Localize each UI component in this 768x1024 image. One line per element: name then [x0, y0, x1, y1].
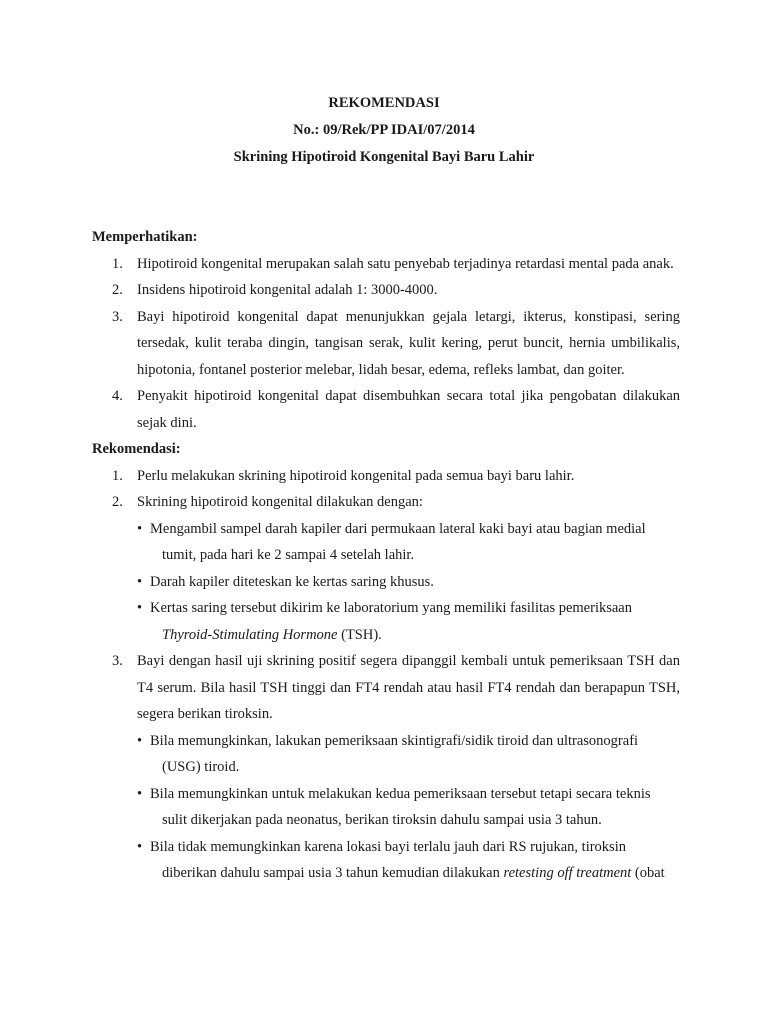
bullet-text: Kertas saring tersebut dikirim ke laboratorium yang memiliki fasilitas pemeriksaan: [150, 600, 632, 616]
rekomendasi-list-cont: [92, 648, 680, 728]
bullet-text-tail: (obat: [631, 865, 665, 881]
memperhatikan-list: [92, 251, 680, 437]
bullet-icon: •: [137, 520, 143, 537]
bullet-text-cont: (TSH).: [337, 626, 382, 643]
bullet-text-cont: tumit, pada hari ke 2 sampai 4 setelah lahir.: [162, 547, 415, 563]
bullet-item: [92, 834, 680, 887]
item-text: Bayi dengan hasil uji skrining positif segera dipanggil kembali untuk pemeriksaan TSH dan T4 serum. Bila hasil TSH tinggi dan FT4 rendah atau hasil FT4 rendah dan berapapun TSH, segera berikan tiroksin.: [137, 653, 680, 722]
item-number: 1.: [112, 255, 123, 272]
item-text: Insidens hipotiroid kongenital adalah 1: 3000-4000.: [137, 282, 438, 298]
rekomendasi-list: [92, 463, 680, 516]
bullet-item: [92, 516, 680, 569]
item-number: 3.: [112, 653, 123, 669]
list-item: [92, 383, 680, 436]
bullet-text: Darah kapiler diteteskan ke kertas saring khusus.: [150, 573, 434, 590]
section-title-rekomendasi: Rekomendasi:: [92, 441, 181, 457]
item-text: Perlu melakukan skrining hipotiroid kongenital pada semua bayi baru lahir.: [137, 467, 575, 484]
bullet-text-cont: sulit dikerjakan pada neonatus, berikan tiroksin dahulu sampai usia 3 tahun.: [162, 812, 602, 828]
bullet-text: Mengambil sampel darah kapiler dari permukaan lateral kaki bayi atau bagian medial: [150, 520, 646, 537]
bullet-icon: •: [137, 838, 143, 855]
term-italic: Thyroid-Stimulating Hormone: [162, 626, 338, 643]
term-italic: retesting off treatment: [503, 865, 632, 881]
document-subject: Skrining Hipotiroid Kongenital Bayi Baru Lahir: [233, 149, 535, 165]
list-item: [92, 304, 680, 384]
section-title-memperhatikan: Memperhatikan:: [92, 229, 198, 245]
bullet-item: [92, 728, 680, 781]
list-item: [92, 489, 680, 516]
bullet-icon: •: [137, 732, 143, 749]
item-number: 2.: [112, 494, 123, 510]
item-text: Bayi hipotiroid kongenital dapat menunjukkan gejala letargi, ikterus, konstipasi, sering tersedak, kulit teraba dingin, tangisan serak, kulit kering, perut buncit, hernia umbilikalis, hipotonia, fontanel posterior melebar, lidah besar, edema, refleks lambat, dan goiter.: [137, 308, 680, 378]
bullet-icon: •: [137, 600, 143, 616]
bullet-icon: •: [137, 573, 143, 590]
item-text: Skrining hipotiroid kongenital dilakukan dengan:: [137, 494, 423, 510]
bullet-item: [92, 595, 680, 648]
item-text: Hipotiroid kongenital merupakan salah satu penyebab terjadinya retardasi mental pada anak.: [137, 255, 674, 272]
bullet-list-skrining: [92, 516, 680, 649]
item-number: 1.: [112, 467, 123, 484]
bullet-text-cont: (USG) tiroid.: [162, 759, 240, 775]
bullet-item: [92, 781, 680, 834]
list-item: [92, 277, 680, 304]
document-body: [92, 224, 680, 887]
bullet-icon: •: [137, 785, 143, 802]
bullet-text: Bila memungkinkan, lakukan pemeriksaan skintigrafi/sidik tiroid dan ultrasonografi: [150, 732, 639, 749]
bullet-text: Bila memungkinkan untuk melakukan kedua pemeriksaan tersebut tetapi secara teknis: [150, 785, 651, 802]
bullet-text-cont: diberikan dahulu sampai usia 3 tahun kemudian dilakukan: [162, 865, 504, 881]
bullet-item: [92, 569, 680, 596]
bullet-text: Bila tidak memungkinkan karena lokasi bayi terlalu jauh dari RS rujukan, tiroksin: [150, 838, 626, 855]
item-number: 4.: [112, 388, 123, 404]
item-number: 2.: [112, 282, 123, 298]
document-header: [0, 90, 768, 171]
list-item: [92, 251, 680, 278]
list-item: [92, 463, 680, 490]
item-number: 3.: [112, 308, 123, 325]
bullet-list-tindak-lanjut: [92, 728, 680, 887]
document-number: No.: 09/Rek/PP IDAI/07/2014: [293, 122, 475, 138]
item-text: Penyakit hipotiroid kongenital dapat disembuhkan secara total jika pengobatan dilakukan sejak dini.: [137, 388, 680, 431]
document-title: REKOMENDASI: [328, 95, 440, 111]
list-item: [92, 648, 680, 728]
